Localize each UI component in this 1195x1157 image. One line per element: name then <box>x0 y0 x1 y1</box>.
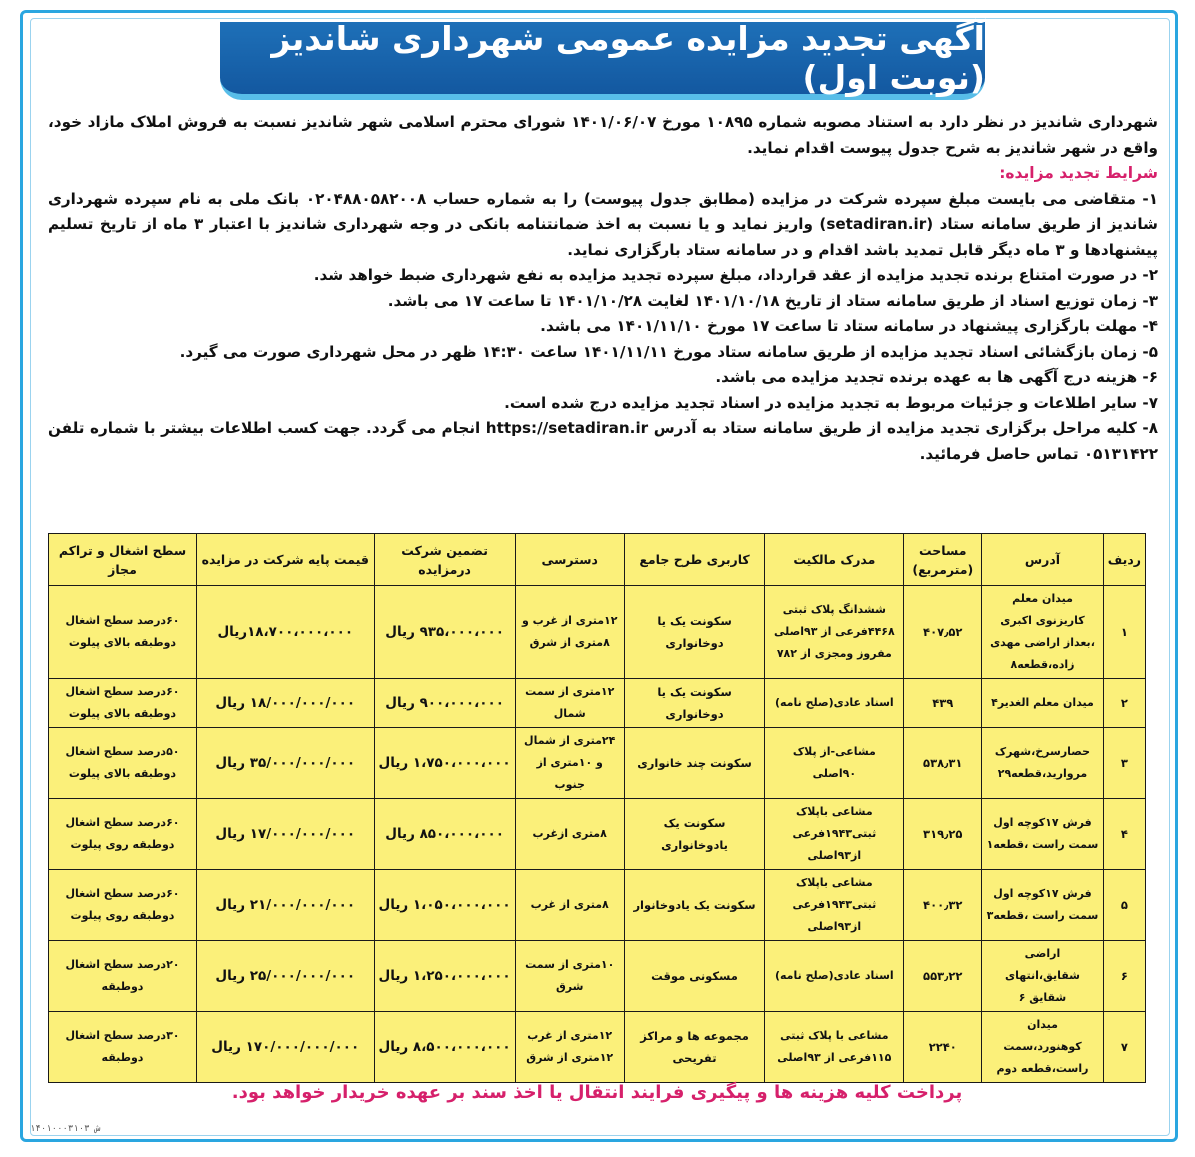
table-cell: میدان معلم الغدیر۴ <box>982 679 1104 728</box>
table-header-row <box>49 534 1146 586</box>
table-cell: ۲۱/۰۰۰/۰۰۰/۰۰۰ ریال <box>197 870 375 941</box>
properties-table <box>48 533 1146 1083</box>
table-cell: ۳۱۹٫۲۵ <box>904 799 982 870</box>
condition-item: ۶- هزینه درج آگهی ها به عهده برنده تجدید مزایده می باشد. <box>715 368 1158 386</box>
table-cell: ۳۵/۰۰۰/۰۰۰/۰۰۰ ریال <box>197 728 375 799</box>
table-cell: ۴۰۷٫۵۲ <box>904 586 982 679</box>
table-cell: ۱۸،۷۰۰،۰۰۰،۰۰۰ریال <box>197 586 375 679</box>
table-cell: ۸متری ازغرب <box>515 799 624 870</box>
table-cell: ۳ <box>1103 728 1145 799</box>
table-cell: حصارسرخ،شهرک مروارید،قطعه۲۹ <box>982 728 1104 799</box>
table-body <box>49 586 1146 1083</box>
page-title: آگهی تجدید مزایده عمومی شهرداری شاندیز (نوبت اول) <box>271 19 985 97</box>
table-cell: ۱۷/۰۰۰/۰۰۰/۰۰۰ ریال <box>197 799 375 870</box>
condition-item: ۳- زمان توزیع اسناد از طریق سامانه ستاد از تاریخ ۱۴۰۱/۱۰/۱۸ لغایت ۱۴۰۱/۱۰/۲۸ تا ساعت ۱۷ می باشد. <box>387 291 1158 310</box>
condition-item: ۵- زمان بازگشائی اسناد تجدید مزایده از طریق سامانه ستاد مورخ ۱۴۰۱/۱۱/۱۱ ساعت ۱۴:۳۰ ظهر در محل شهرداری صورت می گیرد. <box>179 342 1158 361</box>
header-cell: تضمین شرکت درمزایده <box>374 534 515 586</box>
table-cell: ۲۰درصد سطح اشغال دوطبقه <box>49 941 197 1012</box>
table-cell: میدان معلم کاریزنوی اکبری ،بعداز اراضی مهدی زاده،قطعه۸ <box>982 586 1104 679</box>
table-cell: ۲۵/۰۰۰/۰۰۰/۰۰۰ ریال <box>197 941 375 1012</box>
table-cell: فرش ۱۷کوچه اول سمت راست ،قطعه۱ <box>982 799 1104 870</box>
title-banner <box>220 19 985 100</box>
table-cell: ۴ <box>1103 799 1145 870</box>
table-cell: ۶۰درصد سطح اشغال دوطبقه بالای پیلوت <box>49 586 197 679</box>
table-cell: ۹۰۰،۰۰۰،۰۰۰ ریال <box>374 679 515 728</box>
table-cell: ۶۰درصد سطح اشغال دوطبقه روی پیلوت <box>49 799 197 870</box>
table-row <box>49 1012 1146 1083</box>
header-cell: سطح اشغال و تراکم مجاز <box>49 534 197 586</box>
table-cell: ۱،۲۵۰،۰۰۰،۰۰۰ ریال <box>374 941 515 1012</box>
table-cell: ۵۵۳٫۲۲ <box>904 941 982 1012</box>
table-cell: سکونت یک یا دوخانواری <box>624 586 765 679</box>
header-cell: دسترسی <box>515 534 624 586</box>
table-cell: اسناد عادی(صلح نامه) <box>765 941 904 1012</box>
table-cell: میدان کوهنورد،سمت راست،قطعه دوم <box>982 1012 1104 1083</box>
condition-item: ۱- متقاضی می بایست مبلغ سپرده شرکت در مزایده (مطابق جدول پیوست) را به شماره حساب ۰۲۰۴۸۸۰۵۸۲۰۰۸ بانک ملی به نام سپرده شهرداری شاندیز از طریق سامانه ستاد (setadiran.ir) واریز نماید و یا نسبت به اخذ ضمانتنامه بانکی در وجه شهرداری شاندیز با اعتبار ۳ ماه از تاریخ تسلیم پیشنهادها و ۳ ماه دیگر قابل تمدید باشد اقدام و در سامانه ستاد بارگزاری نماید. <box>48 189 1158 259</box>
table-row <box>49 941 1146 1012</box>
table-cell: فرش ۱۷کوچه اول سمت راست ،قطعه۳ <box>982 870 1104 941</box>
table-cell: ۳۰درصد سطح اشغال دوطبقه <box>49 1012 197 1083</box>
table-cell: ۴۳۹ <box>904 679 982 728</box>
table-cell: ۱۲متری از سمت شمال <box>515 679 624 728</box>
table-cell: ۲۲۴۰ <box>904 1012 982 1083</box>
table-cell: مجموعه ها و مراکز تفریحی <box>624 1012 765 1083</box>
table-row <box>49 799 1146 870</box>
table-cell: ۱۸/۰۰۰/۰۰۰/۰۰۰ ریال <box>197 679 375 728</box>
condition-item: ۲- در صورت امتناع برنده تجدید مزایده از عقد قرارداد، مبلغ سپرده تجدید مزایده به نفع شهرداری ضبط خواهد شد. <box>313 266 1158 284</box>
header-cell: قیمت پایه شرکت در مزایده <box>197 534 375 586</box>
table-cell: ۸متری از غرب <box>515 870 624 941</box>
header-cell: ردیف <box>1103 534 1145 586</box>
table-cell: مسکونی موقت <box>624 941 765 1012</box>
table-cell: ۷ <box>1103 1012 1145 1083</box>
table-cell: ۸،۵۰۰،۰۰۰،۰۰۰ ریال <box>374 1012 515 1083</box>
table-cell: ۶۰درصد سطح اشغال دوطبقه روی پیلوت <box>49 870 197 941</box>
table-cell: ۵ <box>1103 870 1145 941</box>
table-row <box>49 679 1146 728</box>
table-cell: ششدانگ پلاک ثبتی ۴۴۶۸فرعی از ۹۳اصلی مفروز ومجزی از ۷۸۲ <box>765 586 904 679</box>
table-cell: ۱ <box>1103 586 1145 679</box>
conditions-title: شرایط تجدید مزایده: <box>999 164 1158 182</box>
table-cell: مشاعی با پلاک ثبتی ۱۱۵فرعی از ۹۳اصلی <box>765 1012 904 1083</box>
table-cell: اراضی شقایق،انتهای شقایق ۶ <box>982 941 1104 1012</box>
table-cell: ۱۲متری از غرب ۱۲متری از شرق <box>515 1012 624 1083</box>
table-cell: ۱،۰۵۰،۰۰۰،۰۰۰ ریال <box>374 870 515 941</box>
table-cell: ۵۳۸٫۳۱ <box>904 728 982 799</box>
condition-item: ۷- سایر اطلاعات و جزئیات مربوط به تجدید مزایده در اسناد تجدید مزایده درج شده است. <box>504 393 1158 412</box>
footer-note: پرداخت کلیه هزینه ها و پیگیری فرایند انتقال یا اخذ سند بر عهده خریدار خواهد بود. <box>231 1082 963 1103</box>
table-cell: ۶۰درصد سطح اشغال دوطبقه بالای پیلوت <box>49 679 197 728</box>
table-cell: ۱،۷۵۰،۰۰۰،۰۰۰ ریال <box>374 728 515 799</box>
table-cell: ۵۰درصد سطح اشغال دوطبقه بالای پیلوت <box>49 728 197 799</box>
condition-item: ۴- مهلت بارگزاری پیشنهاد در سامانه ستاد تا ساعت ۱۷ مورخ ۱۴۰۱/۱۱/۱۰ می باشد. <box>540 317 1158 335</box>
header-cell: مدرک مالکیت <box>765 534 904 586</box>
table-cell: مشاعی-از پلاک ۹۰اصلی <box>765 728 904 799</box>
table-cell: سکونت یک یادوخانوار <box>624 870 765 941</box>
table-cell: ۱۷۰/۰۰۰/۰۰۰/۰۰۰ ریال <box>197 1012 375 1083</box>
ad-code: ش ۱۴۰۱۰۰۰۳۱۰۳ <box>30 1124 101 1134</box>
table-row <box>49 870 1146 941</box>
table-row <box>49 586 1146 679</box>
intro-paragraph: شهرداری شاندیز در نظر دارد به استناد مصوبه شماره ۱۰۸۹۵ مورخ ۱۴۰۱/۰۶/۰۷ شورای محترم اسلامی شهر شاندیز نسبت به فروش املاک مازاد خود، واقع در شهر شاندیز به شرح جدول پیوست اقدام نماید. <box>48 113 1158 157</box>
table-cell: ۱۲متری از غرب و ۸متری از شرق <box>515 586 624 679</box>
table-cell: سکونت یک یا دوخانواری <box>624 679 765 728</box>
table-cell: ۹۳۵،۰۰۰،۰۰۰ ریال <box>374 586 515 679</box>
header-cell: کاربری طرح جامع <box>624 534 765 586</box>
header-cell: آدرس <box>982 534 1104 586</box>
table-cell: اسناد عادی(صلح نامه) <box>765 679 904 728</box>
table-row <box>49 728 1146 799</box>
table-cell: سکونت یک یادوخانواری <box>624 799 765 870</box>
table-cell: ۴۰۰٫۳۲ <box>904 870 982 941</box>
table-cell: سکونت چند خانواری <box>624 728 765 799</box>
notice-body <box>48 110 1158 467</box>
table-cell: ۲۴متری از شمال و ۱۰متری از جنوب <box>515 728 624 799</box>
table-cell: ۶ <box>1103 941 1145 1012</box>
table-cell: مشاعی باپلاک ثبتی۱۹۴۳فرعی از۹۳اصلی <box>765 870 904 941</box>
table-cell: ۸۵۰،۰۰۰،۰۰۰ ریال <box>374 799 515 870</box>
header-cell: مساحت (مترمربع) <box>904 534 982 586</box>
table-cell: مشاعی باپلاک ثبتی۱۹۴۳فرعی از۹۳اصلی <box>765 799 904 870</box>
condition-item: ۸- کلیه مراحل برگزاری تجدید مزایده از طریق سامانه ستاد به آدرس https://setadiran.ir انجام می گردد. جهت کسب اطلاعات بیشتر با شماره تلفن ۰۵۱۳۱۴۲۲ تماس حاصل فرمائید. <box>48 419 1158 463</box>
table-cell: ۱۰متری از سمت شرق <box>515 941 624 1012</box>
table-cell: ۲ <box>1103 679 1145 728</box>
